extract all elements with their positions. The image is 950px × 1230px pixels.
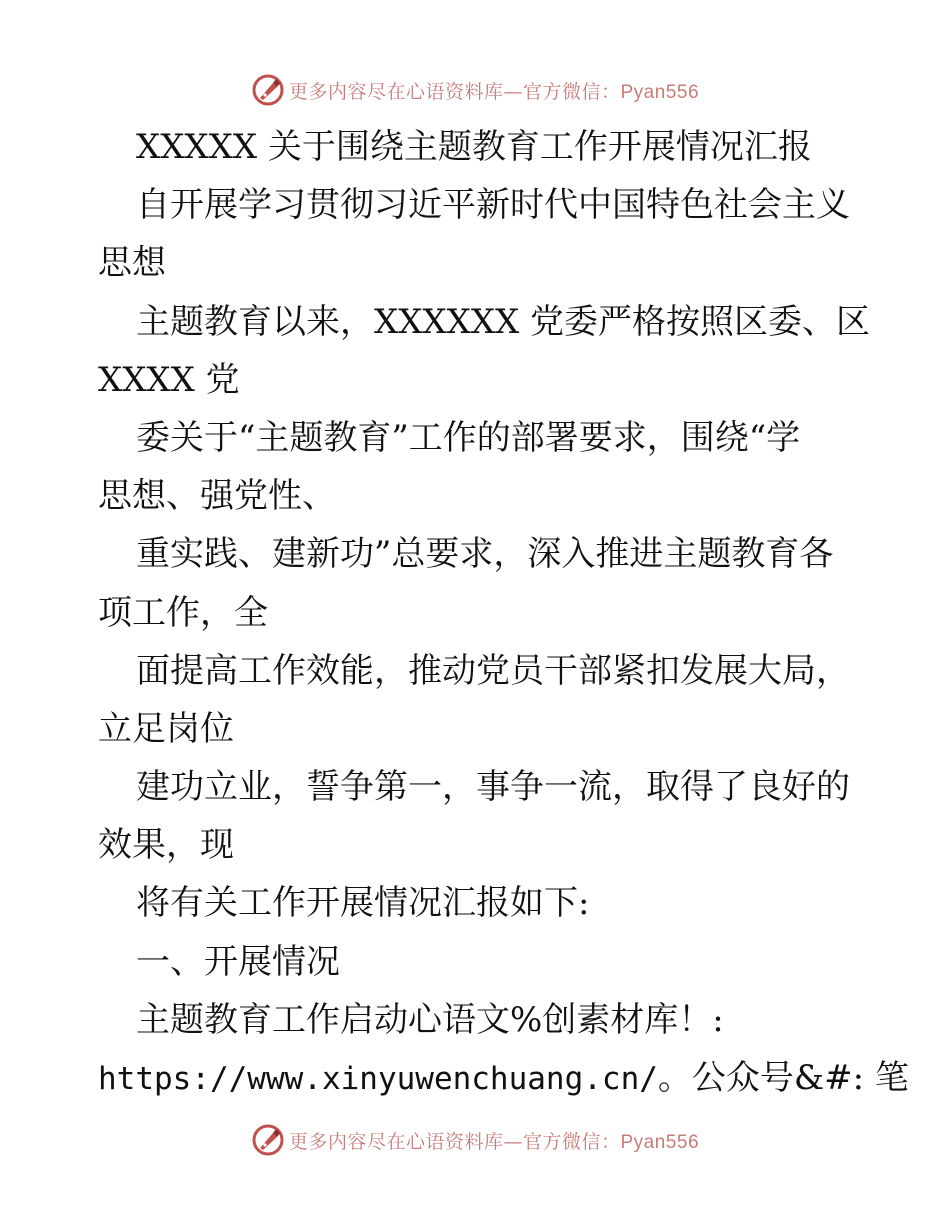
paragraph-line: 委关于“主题教育”工作的部署要求，围绕“学 [136, 417, 801, 458]
section-heading: 一、开展情况 [136, 941, 340, 982]
paragraph-line: 将有关工作开展情况汇报如下: [136, 883, 590, 924]
pen-nib-circle-icon [251, 1123, 285, 1157]
paragraph-line: 思想 [98, 243, 166, 284]
paragraph-line: 效果，现 [98, 825, 234, 866]
url-suffix: 。公众号&#: 笔 [657, 1058, 909, 1098]
header-watermark [0, 70, 950, 110]
paragraph-line: 项工作，全 [98, 592, 268, 633]
paragraph-line: 面提高工作效能，推动党员干部紧扣发展大局， [136, 650, 850, 691]
paragraph-line: 思想、强党性、 [98, 476, 336, 517]
paragraph-line: 主题教育工作启动心语文%创素材库！: [136, 999, 724, 1040]
url-text: https://www.xinyuwenchuang.cn/ [98, 1061, 658, 1097]
document-title: XXXXX 关于围绕主题教育工作开展情况汇报 [136, 127, 812, 167]
footer-watermark [0, 1120, 950, 1160]
pen-nib-circle-icon [251, 73, 285, 107]
watermark-text: 更多内容尽在心语资料库—官方微信：Pyan556 [288, 80, 700, 103]
url-line [98, 1049, 909, 1107]
paragraph-line: XXXX 党 [98, 359, 240, 400]
paragraph-line: 自开展学习贯彻习近平新时代中国特色社会主义 [136, 185, 850, 226]
document-body [98, 118, 909, 1107]
paragraph-line: 主题教育以来，XXXXXX 党委严格按照区委、区 [136, 301, 871, 342]
paragraph-line: 立足岗位 [98, 708, 234, 749]
paragraph-line: 重实践、建新功”总要求，深入推进主题教育各 [136, 534, 834, 575]
paragraph-line: 建功立业，誓争第一，事争一流，取得了良好的 [136, 767, 850, 808]
watermark-text: 更多内容尽在心语资料库—官方微信：Pyan556 [288, 1130, 700, 1153]
